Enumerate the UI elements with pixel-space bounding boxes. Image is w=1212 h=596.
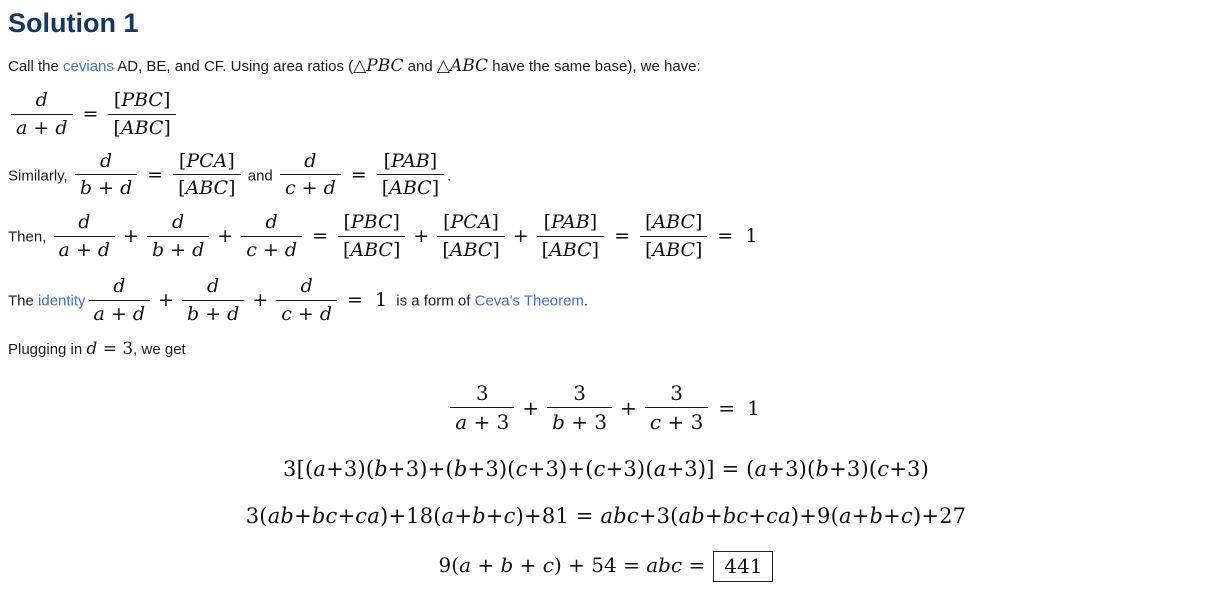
then-text: Then, (8, 228, 51, 246)
math-fraction: $\frac{d}{c + d}$ (276, 275, 337, 326)
math-expression: 9(a + b + c) + 54 = abc = (438, 553, 706, 578)
centered-equation-symmetric (8, 504, 1204, 528)
plugging-text: , we get (133, 341, 186, 359)
plus-operator: + (252, 289, 269, 312)
inline-math-d-equals-3: d = 3 (86, 339, 134, 360)
identity-text: is a form of (392, 292, 475, 310)
centered-equation-answer (8, 551, 1204, 582)
math-fraction: $\frac{d}{a + d}$ (89, 275, 151, 326)
identity-paragraph (8, 275, 1204, 326)
math-expression: 3[(a+3)(b+3)+(b+3)(c+3)+(c+3)(a+3)] = (a+3)(b+3)(c+3) (283, 457, 929, 482)
intro-text: Call the (8, 58, 64, 75)
math-fraction: $\frac{d}{b + d}$ (75, 150, 137, 201)
equals-sign: = (717, 225, 734, 248)
equals-sign: = (312, 225, 328, 248)
solution-article (8, 8, 1204, 582)
math-fraction: $\frac{\text{[PAB]}}{\text{[ABC]}}$ (377, 150, 444, 201)
centered-equation-fractions (8, 381, 1204, 434)
inline-math-triangle-pbc: △PBC (353, 56, 404, 76)
math-fraction: $\frac{\text{[PBC]}}{\text{[ABC]}}$ (338, 211, 405, 262)
similarly-text: . (447, 166, 452, 184)
link-identity[interactable]: identity (38, 292, 86, 310)
inline-equation (51, 211, 763, 261)
plus-operator: + (620, 395, 637, 420)
math-fraction: $\frac{3}{a + 3}$ (450, 381, 514, 434)
centered-equation-expansion (8, 457, 1204, 481)
math-fraction: $\frac{3}{b + 3}$ (547, 381, 612, 434)
math-fraction: $\frac{\text{[PBC]}}{\text{[ABC]}}$ (108, 89, 175, 140)
plus-operator: + (413, 225, 430, 248)
boxed-answer: 441 (713, 551, 773, 582)
intro-text: AD, BE, and CF. Using area ratios ( (113, 58, 354, 75)
equals-sign: = (614, 225, 630, 248)
math-fraction: $\frac{d}{c + d}$ (280, 150, 341, 201)
inline-equation (86, 274, 393, 325)
inline-math-triangle-abc: △ABC (436, 56, 489, 76)
plugging-paragraph (8, 339, 1204, 360)
plus-operator: + (217, 225, 234, 248)
equals-sign: = (350, 163, 367, 186)
math-fraction: $\frac{3}{c + 3}$ (645, 381, 708, 434)
math-fraction: $\frac{d}{a + d}$ (54, 211, 116, 262)
page-title: Solution 1 (8, 8, 139, 38)
math-fraction: $\frac{d}{a + d}$ (11, 89, 73, 140)
math-fraction: $\frac{d}{c + d}$ (241, 211, 302, 262)
plus-operator: + (123, 225, 139, 248)
intro-text: and (403, 58, 437, 75)
identity-text: . (583, 292, 589, 310)
equals-sign: = (147, 163, 164, 186)
math-fraction: $\frac{\text{[ABC]}}{\text{[ABC]}}$ (640, 211, 707, 262)
math-fraction: $\frac{\text{[PCA]}}{\text{[ABC]}}$ (437, 211, 504, 262)
math-expression: 3(ab+bc+ca)+18(a+b+c)+81 = abc+3(ab+bc+ca)+9(a+b+c)+27 (245, 504, 967, 529)
centered-equations (8, 381, 1204, 582)
math-fraction: $\frac{d}{b + d}$ (147, 211, 209, 262)
math-fraction: $\frac{\text{[PCA]}}{\text{[ABC]}}$ (173, 150, 240, 201)
inline-equation (72, 149, 244, 200)
equals-sign: = (82, 103, 99, 126)
similarly-text: and (243, 166, 277, 184)
plugging-text: Plugging in (8, 341, 87, 359)
math-fraction: $\frac{d}{b + d}$ (182, 275, 244, 326)
then-paragraph (8, 211, 1204, 262)
plus-operator: + (158, 289, 174, 312)
math-number: 1 (374, 289, 388, 312)
link-cevians[interactable]: cevians (63, 58, 114, 75)
inline-equation (277, 149, 447, 200)
equals-sign: = (347, 289, 363, 312)
link-cevas-theorem[interactable]: Ceva's Theorem (474, 292, 584, 310)
intro-paragraph (8, 56, 1204, 77)
identity-text: The (8, 292, 39, 310)
intro-text: have the same base), we have: (488, 58, 701, 75)
math-number: 1 (745, 225, 758, 248)
plus-operator: + (512, 225, 529, 248)
similarly-paragraph (8, 150, 1204, 201)
math-number: 1 (747, 395, 760, 420)
display-equation-first (8, 89, 1204, 140)
math-fraction: $\frac{\text{[PAB]}}{\text{[ABC]}}$ (537, 211, 604, 262)
plus-operator: + (522, 395, 540, 420)
similarly-text: Similarly, (8, 166, 72, 184)
equals-sign: = (718, 395, 736, 420)
